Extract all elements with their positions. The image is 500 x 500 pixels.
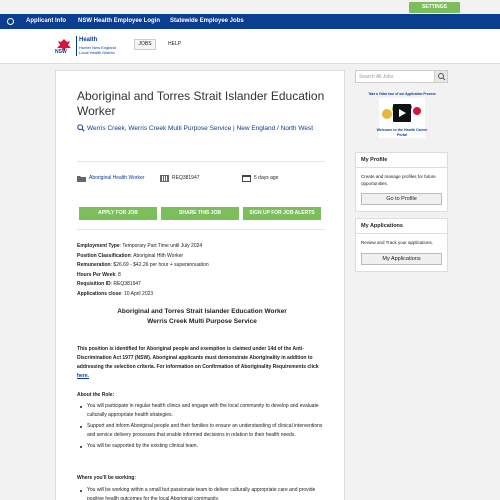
logo-health-text: Health <box>79 37 98 43</box>
search-jobs-box[interactable] <box>355 70 448 83</box>
logo-divider <box>76 36 77 56</box>
job-category-text[interactable]: Aboriginal Health Worker <box>89 175 145 181</box>
detail-row: Remuneration: $26.69 - $42.26 per hour + superannuation <box>77 262 209 268</box>
detail-value: 8 <box>118 271 121 278</box>
list-item: Support and inform Aboriginal people and their families to ensure an understanding of clinical interventions and service delivery processes that enable informed decisions in relation to their health needs. <box>77 422 327 440</box>
search-location-icon <box>77 124 85 132</box>
nav-applicant-info[interactable]: Applicant Info <box>26 18 66 24</box>
barcode-icon <box>160 175 169 182</box>
share-this-job-button[interactable]: SHARE THIS JOB <box>161 207 239 220</box>
my-applications-button[interactable]: My Applications <box>361 253 442 265</box>
job-detail-panel <box>55 70 345 500</box>
logo-lhd-line1: Hunter New England <box>79 45 116 50</box>
my-applications-title: My Applications <box>356 219 447 234</box>
list-item: You will be working within a small but passionate team to deliver culturally appropriate care and provide positive health outcomes for the local Aboriginal community. <box>77 486 327 500</box>
about-role-list <box>77 402 327 453</box>
job-alerts-button[interactable]: SIGN UP FOR JOB ALERTS <box>243 207 321 220</box>
list-item: You will be supported by the existing clinical team. <box>77 442 327 451</box>
job-reference-text: REQ381947 <box>172 175 200 181</box>
my-applications-card <box>355 218 448 272</box>
working-location-heading: Where you'll be working: <box>77 475 136 481</box>
my-profile-card <box>355 152 448 212</box>
nav-help-tab[interactable]: HELP <box>168 41 182 47</box>
top-strip <box>0 0 500 14</box>
detail-row: Applications close: 10 April 2023 <box>77 290 154 297</box>
search-input[interactable]: Search All Jobs <box>359 74 394 80</box>
detail-value: 10 April 2023 <box>123 290 154 297</box>
folder-icon <box>77 175 86 182</box>
detail-label: Requisition ID <box>77 281 111 287</box>
nav-employee-login[interactable]: NSW Health Employee Login <box>78 18 161 24</box>
job-title: Aboriginal and Torres Strait Islander Education Worker <box>77 89 325 118</box>
my-profile-text: Create and manage profiles for future opportunities. <box>361 174 436 186</box>
go-to-profile-button[interactable]: Go to Profile <box>361 193 442 205</box>
list-item: You will participate in regular health clinics and engage with the local community to develop and evaluate culturally appropriate health strategies. <box>77 402 327 420</box>
about-role-heading: About the Role: <box>77 392 115 398</box>
identified-notice-text: This position is identified for Aboriginal people and exemption is claimed under 14d of the Anti-Discrimination Act 1977 (NSW). Aboriginal applicants must demonstrate Aboriginality in addition to addressing the selection criteria. For information on Confirmation of Aboriginality Requirements click <box>77 346 319 370</box>
job-location-text[interactable]: Werris Creek, Werris Creek Multi Purpose Service | New England / North West <box>87 125 314 132</box>
nav-statewide-jobs[interactable]: Statewide Employee Jobs <box>170 18 244 24</box>
job-reference <box>160 175 200 182</box>
detail-value: REQ381947 <box>113 281 141 287</box>
detail-row: Position Classification: Aboriginal Hlth Worker <box>77 252 184 259</box>
video-caption: Take a Video tour of our Application Process <box>368 92 436 96</box>
working-location-list <box>77 486 327 500</box>
job-category[interactable] <box>77 175 147 182</box>
job-posted-text: 5 days ago <box>254 175 279 181</box>
detail-value: $26.69 - $42.26 per hour + superannuation <box>113 262 209 268</box>
video-title: Welcome to the Health Career Portal <box>376 128 428 137</box>
detail-value: Aboriginal Hlth Worker <box>133 252 184 259</box>
apply-for-job-button[interactable]: APPLY FOR JOB <box>79 207 157 220</box>
job-details-list <box>77 242 209 299</box>
detail-label: Hours Per Week <box>77 271 116 278</box>
divider <box>77 161 325 162</box>
detail-label: Position Classification <box>77 252 131 259</box>
detail-row: Requisition ID: REQ381947 <box>77 281 141 287</box>
identified-position-notice <box>77 345 327 381</box>
confirmation-aboriginality-link[interactable]: here. <box>77 373 89 379</box>
my-profile-title: My Profile <box>356 153 447 168</box>
job-location[interactable] <box>77 124 327 134</box>
globe-icon <box>7 18 14 25</box>
logo-lhd-line2: Local Health District <box>79 50 115 55</box>
job-heading <box>77 307 327 327</box>
site-header <box>0 29 500 64</box>
detail-label: Employment Type <box>77 243 120 249</box>
job-heading-line2: Werris Creek Multi Purpose Service <box>147 318 257 325</box>
divider <box>77 229 325 230</box>
logo-nsw-text: NSW <box>55 49 67 55</box>
settings-button[interactable]: SETTINGS <box>409 2 460 13</box>
detail-value: Temporary Part Time until July 2024 <box>122 243 203 249</box>
video-tour-widget[interactable] <box>363 92 441 150</box>
detail-row: Employment Type: Temporary Part Time until July 2024 <box>77 243 203 249</box>
job-heading-line1: Aboriginal and Torres Strait Islander Education Worker <box>117 308 287 315</box>
detail-label: Remuneration <box>77 262 111 268</box>
job-posted-date <box>242 175 278 182</box>
search-icon <box>435 71 448 82</box>
video-thumbnail[interactable] <box>376 98 428 138</box>
detail-row: Hours Per Week: 8 <box>77 271 121 278</box>
detail-label: Applications close <box>77 290 122 297</box>
my-applications-text: Review and Track your applications. <box>361 240 434 245</box>
search-button[interactable] <box>434 71 447 82</box>
nav-jobs-tab[interactable]: JOBS <box>134 39 156 50</box>
calendar-icon <box>242 175 251 182</box>
top-navigation-bar <box>0 14 500 29</box>
